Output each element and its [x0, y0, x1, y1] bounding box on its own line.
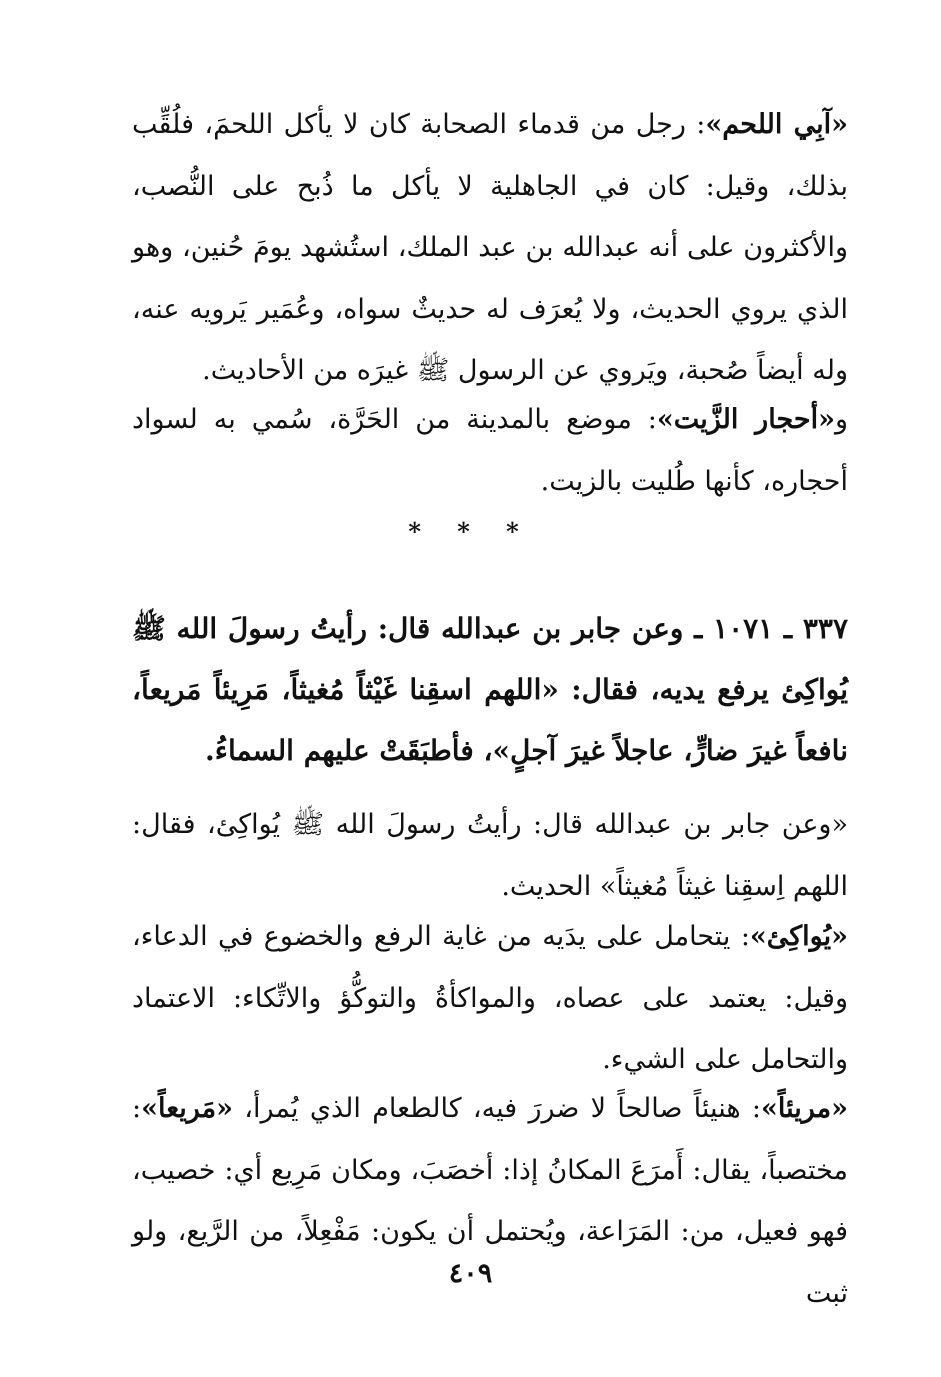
paragraph-text — [132, 389, 848, 512]
term-mariaan: «مَريعاً» — [141, 1093, 233, 1124]
term-yuwaki: «يُواكِئ» — [749, 921, 848, 952]
paragraph-jabir-narration — [132, 794, 848, 917]
paragraph-text — [132, 94, 848, 402]
definition-mariaan: : مختصباً، يقال: أَمرَعَ المكانُ إذا: أخصَبَ، ومكان مَرِيع أي: خصيب، فهو فعيل، من: المَرَاعة، ويُحتمل أن يكون: مَفْعِلاً، من الرَّيع، ولو ثبت — [132, 1093, 848, 1309]
definition-ahjar-alzayt: : موضع بالمدينة من الحَرَّة، سُمي به لسواد أحجاره، كأنها طُليت بالزيت. — [132, 404, 848, 497]
definition-abi-allahm: : رجل من قدماء الصحابة كان لا يأكل اللحمَ، فلُقِّب بذلك، وقيل: كان في الجاهلية لا يأكل ما ذُبح على النُّصب، والأكثرون على أنه عبدالله بن عبد الملك، استُشهد يومَ حُنين، وهو الذي يروي الحديث، ولا يُعرَف له حديثٌ سواه، وعُمَير يَرويه عنه، وله أيضاً صُحبة، ويَروي عن الرسول ﷺ غيرَه من الأحاديث. — [132, 109, 848, 386]
paragraph-yuwaki — [132, 906, 848, 1091]
term-ahjar-alzayt: «أحجار الزَّيت» — [656, 404, 835, 435]
paragraph-text: «وعن جابر بن عبدالله قال: رأيتُ رسولَ الله ﷺ يُواكِئ، فقال: اللهم اِسقِنا غيثاً مُغيثاً» الحديث. — [132, 809, 848, 902]
term-mariyan: «مريئاً» — [761, 1093, 848, 1124]
conjunction-prefix: و — [834, 404, 848, 435]
definition-mariyan: : هنيئاً صالحاً لا ضررَ فيه، كالطعام الذي يُمرأ، — [233, 1093, 761, 1124]
definition-yuwaki: : يتحامل على يدَيه من غاية الرفع والخضوع في الدعاء، وقيل: يعتمد على عصاه، والمواكأةُ والتوكُّؤ والاتِّكاء: الاعتماد والتحامل على الشيء. — [132, 921, 848, 1075]
section-separator: * * * — [408, 517, 533, 546]
page-number: ٤٠٩ — [448, 1258, 493, 1289]
paragraph-ahjar-alzayt — [132, 389, 848, 512]
hadith-1071: ٣٣٧ ـ ١٠٧١ ـ وعن جابر بن عبدالله قال: رأيتُ رسولَ الله ﷺ يُواكِئ يرفع يديه، فقال: «اللهم اسقِنا غَيْثاً مُغيثاً، مَرِيئاً مَريعاً، نافعاً غيرَ ضارٍّ، عاجلاً غيرَ آجلٍ»، فأطبَقَتْ عليهم السماءُ. — [132, 612, 848, 767]
term-abi-allahm: «آبِي اللحم» — [705, 109, 848, 140]
paragraph-abi-allahm — [132, 94, 848, 402]
paragraph-text — [132, 906, 848, 1091]
